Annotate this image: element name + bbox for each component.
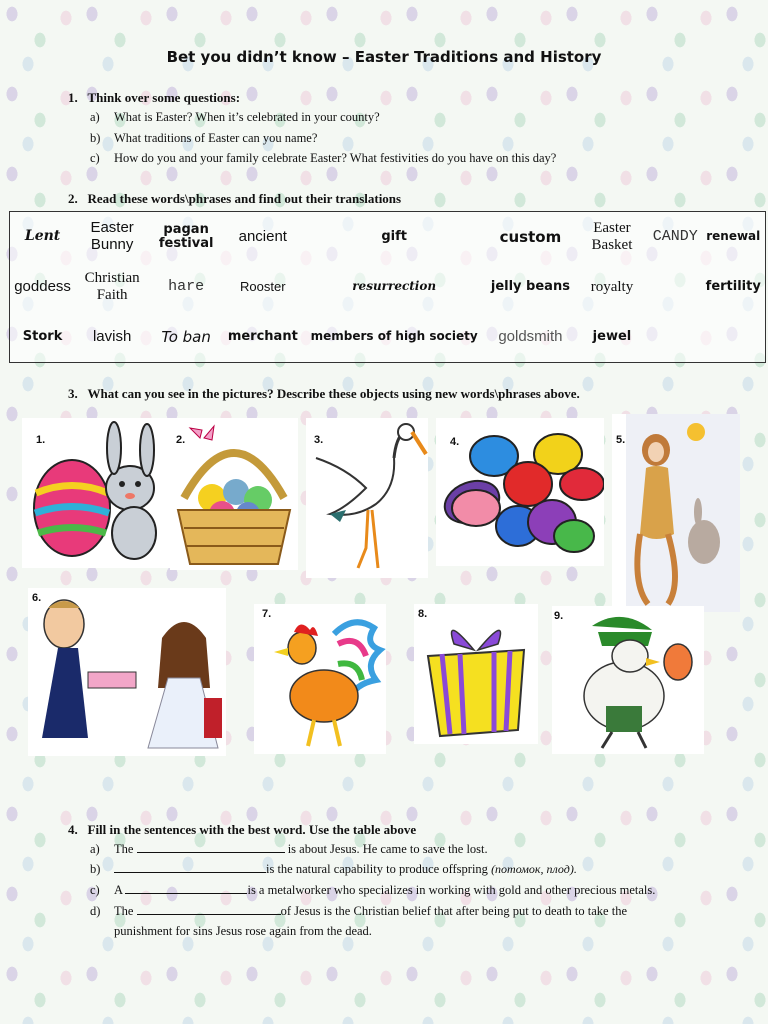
picture-2 — [170, 418, 298, 570]
answer-blank[interactable] — [114, 862, 266, 873]
chicken-with-egg-image — [552, 606, 704, 754]
sentence-b: b) is the natural capability to produce offspring (потомок, плод). — [90, 862, 577, 876]
word-cell: resurrection — [352, 279, 437, 294]
picture-8 — [414, 604, 538, 744]
picture-number: 1. — [36, 434, 46, 446]
word-cell: gift — [381, 228, 407, 244]
word-cell — [649, 262, 702, 312]
picture-number: 9. — [554, 610, 564, 622]
picture-number: 6. — [32, 592, 42, 604]
word-cell: jelly beans — [490, 278, 570, 294]
picture-number: 2. — [176, 434, 186, 446]
picture-4 — [436, 418, 604, 566]
sentence-a: a) The is about Jesus. He came to save the lost. — [90, 842, 488, 856]
sentence-c: c) A is a metalworker who specializes in working with gold and other precious metals. — [90, 883, 656, 897]
word-cell: Lent — [24, 228, 61, 245]
word-cell: Christian Faith — [84, 270, 140, 303]
gift-box-image — [414, 604, 538, 744]
word-cell: jewel — [592, 328, 632, 344]
answer-blank[interactable] — [137, 842, 285, 853]
picture-6 — [28, 588, 226, 756]
word-cell: To ban — [161, 327, 211, 346]
picture-number: 5. — [616, 434, 626, 446]
word-cell: goddess — [14, 277, 71, 295]
question-3-heading: 3. What can you see in the pictures? Describe these objects using new words\phrases above. — [68, 386, 580, 401]
question-1-heading: 1. Think over some questions: — [68, 90, 241, 105]
picture-number: 4. — [450, 436, 460, 448]
stork-image — [306, 418, 428, 578]
picture-number: 7. — [262, 608, 272, 620]
word-cell: hare — [168, 277, 205, 295]
word-cell: merchant — [227, 328, 298, 344]
answer-blank[interactable] — [125, 883, 247, 894]
word-cell: ancient — [238, 227, 287, 245]
question-1-item-b: b) What traditions of Easter can you name? — [90, 131, 318, 145]
question-1-item-c: c) How do you and your family celebrate Easter? What festivities do you have on this day? — [90, 151, 557, 165]
picture-number: 8. — [418, 608, 428, 620]
word-cell: Stork — [22, 328, 63, 344]
sentence-d: d) The of Jesus is the Christian belief that after being put to death to take the — [90, 904, 627, 918]
word-cell: goldsmith — [498, 327, 563, 345]
question-2-heading: 2. Read these words\phrases and find out their translations — [68, 191, 402, 206]
picture-3 — [306, 418, 428, 578]
word-cell: custom — [499, 227, 562, 246]
picture-number: 3. — [314, 434, 324, 446]
word-cell: CANDY — [652, 227, 698, 245]
word-cell: fertility — [705, 278, 761, 294]
picture-9 — [552, 606, 704, 754]
picture-1 — [22, 418, 170, 568]
word-cell: members of high society — [310, 329, 478, 344]
vocabulary-table — [9, 211, 766, 363]
goddess-with-hare-image — [612, 414, 740, 612]
jelly-beans-image — [436, 418, 604, 566]
word-cell: Easter Bunny — [90, 219, 134, 253]
word-cell: Easter Basket — [591, 220, 633, 253]
question-1-item-a: a) What is Easter? When it’s celebrated in your county? — [90, 110, 380, 124]
picture-5 — [612, 414, 740, 612]
page-title: Bet you didn’t know – Easter Traditions and History — [166, 48, 602, 66]
word-cell: Rooster — [240, 278, 286, 294]
word-cell: renewal — [706, 229, 761, 244]
word-cell: pagan festival — [158, 221, 214, 251]
rooster-image — [254, 604, 386, 754]
easter-basket-image — [170, 418, 298, 570]
word-cell: royalty — [590, 278, 634, 295]
sentence-d-continuation: punishment for sins Jesus rose again from the dead. — [114, 924, 372, 938]
word-cell: lavish — [92, 327, 132, 345]
question-4-heading: 4. Fill in the sentences with the best word. Use the table above — [68, 822, 417, 837]
word-cell — [649, 312, 702, 362]
picture-7 — [254, 604, 386, 754]
royal-couple-image — [28, 588, 226, 756]
word-cell — [702, 312, 766, 362]
answer-blank[interactable] — [137, 904, 281, 915]
